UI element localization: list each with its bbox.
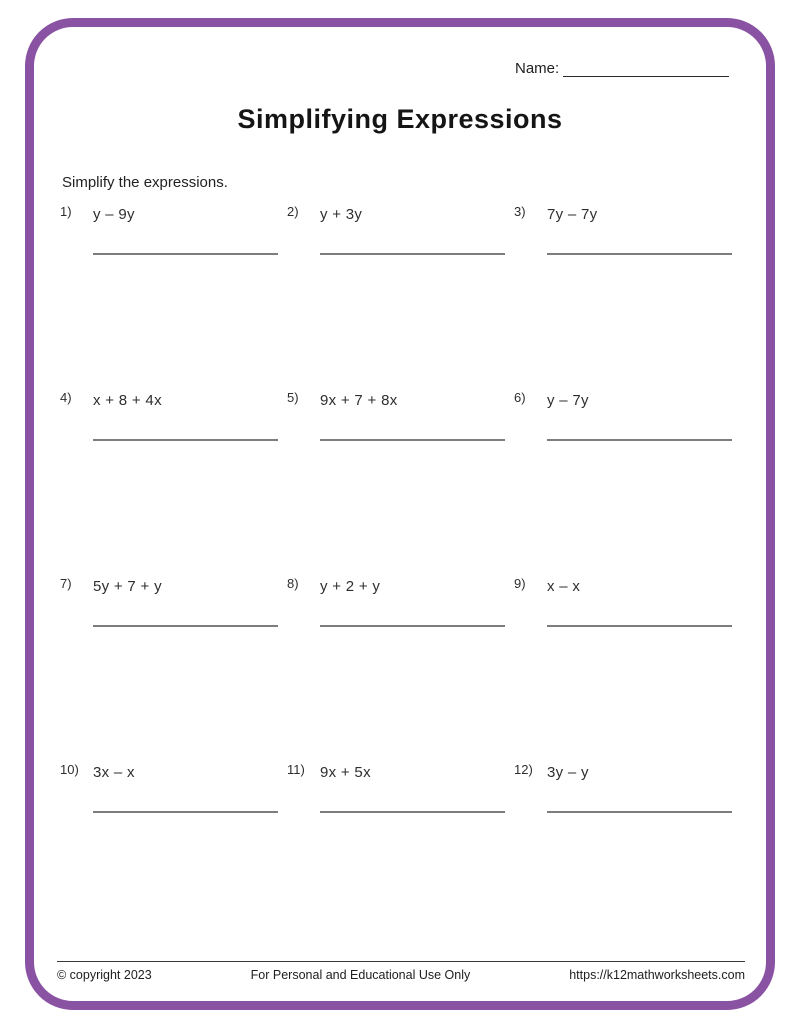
answer-line[interactable] <box>320 625 505 627</box>
problem-number: 9) <box>514 576 526 591</box>
problem-expression: 3x – x <box>93 764 135 781</box>
problem-expression: 9x + 5x <box>320 764 371 781</box>
problem-expression: 5y + 7 + y <box>93 578 162 595</box>
footer-divider <box>57 961 745 962</box>
answer-line[interactable] <box>93 625 278 627</box>
problem-number: 7) <box>60 576 72 591</box>
answer-line[interactable] <box>320 439 505 441</box>
name-label: Name: <box>515 60 560 77</box>
footer <box>57 968 745 982</box>
answer-line[interactable] <box>547 253 732 255</box>
problem-cell <box>60 762 287 948</box>
problem-expression: x – x <box>547 578 581 595</box>
problem-expression: y – 7y <box>547 392 589 409</box>
problem-expression: 7y – 7y <box>547 206 598 223</box>
problem-cell <box>287 576 514 762</box>
answer-line[interactable] <box>320 811 505 813</box>
problem-cell <box>287 204 514 390</box>
problem-number: 6) <box>514 390 526 405</box>
problem-cell <box>60 576 287 762</box>
answer-line[interactable] <box>547 439 732 441</box>
problem-number: 11) <box>287 762 305 777</box>
problem-expression: y – 9y <box>93 206 135 223</box>
problem-expression: 9x + 7 + 8x <box>320 392 398 409</box>
answer-line[interactable] <box>320 253 505 255</box>
answer-line[interactable] <box>93 439 278 441</box>
name-blank-line[interactable] <box>563 60 729 77</box>
problem-cell <box>287 390 514 576</box>
problem-number: 8) <box>287 576 299 591</box>
problem-cell <box>514 390 740 576</box>
problem-expression: 3y – y <box>547 764 589 781</box>
page-title: Simplifying Expressions <box>237 104 563 134</box>
problems-grid <box>60 204 750 948</box>
answer-line[interactable] <box>547 625 732 627</box>
problem-expression: x + 8 + 4x <box>93 392 162 409</box>
problem-expression: y + 3y <box>320 206 363 223</box>
problem-cell <box>514 576 740 762</box>
answer-line[interactable] <box>93 253 278 255</box>
problem-number: 1) <box>60 204 72 219</box>
footer-copyright: © copyright 2023 <box>57 968 152 982</box>
answer-line[interactable] <box>547 811 732 813</box>
problem-number: 4) <box>60 390 72 405</box>
problem-number: 5) <box>287 390 299 405</box>
footer-website-url: https://k12mathworksheets.com <box>569 968 745 982</box>
answer-line[interactable] <box>93 811 278 813</box>
footer-usage-note: For Personal and Educational Use Only <box>250 968 471 982</box>
problem-cell <box>287 762 514 948</box>
instruction-text: Simplify the expressions. <box>62 174 228 191</box>
problem-cell <box>60 390 287 576</box>
problem-number: 2) <box>287 204 299 219</box>
problem-cell <box>60 204 287 390</box>
name-row <box>515 60 729 77</box>
problem-cell <box>514 204 740 390</box>
problem-expression: y + 2 + y <box>320 578 381 595</box>
problem-number: 12) <box>514 762 533 777</box>
problem-cell <box>514 762 740 948</box>
problem-number: 3) <box>514 204 526 219</box>
problem-number: 10) <box>60 762 79 777</box>
